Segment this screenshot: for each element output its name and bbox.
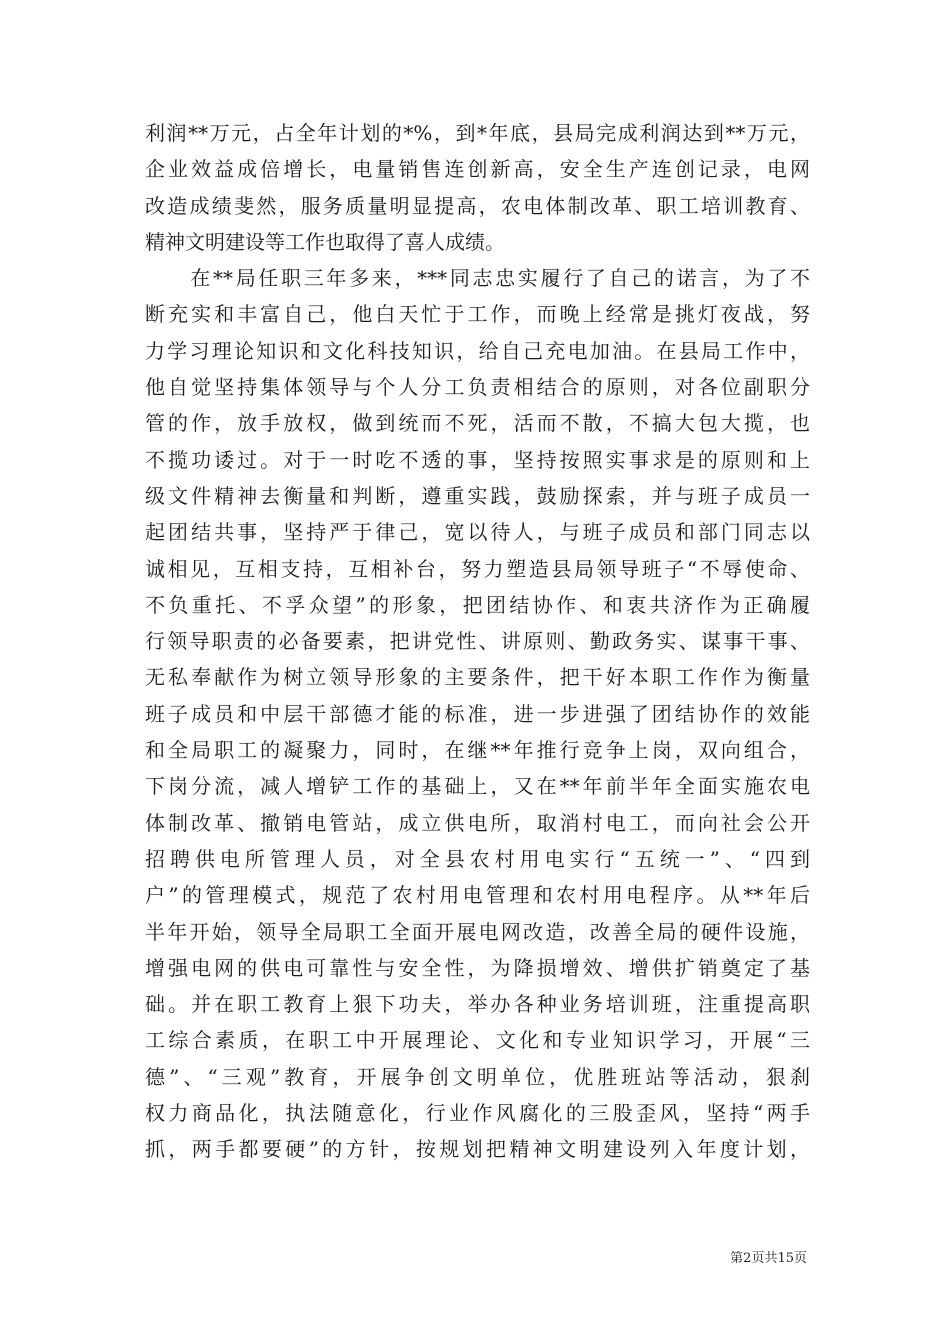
text-line: 体制改革、撤销电管站，成立供电所，取消村电工，而向社会公开 — [145, 810, 810, 835]
text-line: 行领导职责的必备要素，把讲党性、讲原则、勤政务实、谋事干事、 — [145, 629, 810, 654]
text-line: 下岗分流，减人增铲工作的基础上，又在**年前半年全面实施农电 — [145, 774, 810, 799]
text-line: 德”、“三观”教育，开展争创文明单位，优胜班站等活动，狠刹 — [145, 1064, 810, 1089]
text-line: 企业效益成倍增长，电量销售连创新高，安全生产连创记录，电网 — [145, 157, 810, 182]
text-line: 工综合素质，在职工中开展理论、文化和专业知识学习，开展“三 — [145, 1028, 810, 1053]
text-line: 在**局任职三年多来，***同志忠实履行了自己的诺言，为了不 — [145, 266, 810, 291]
text-line: 管的作，放手放权，做到统而不死，活而不散，不搞大包大揽，也 — [145, 411, 810, 436]
text-line: 精神文明建设等工作也取得了喜人成绩。 — [145, 229, 505, 254]
text-line: 他自觉坚持集体领导与个人分工负责相结合的原则，对各位副职分 — [145, 375, 810, 400]
text-line: 班子成员和中层干部德才能的标准，进一步进强了团结协作的效能 — [145, 701, 810, 726]
text-line: 无私奉献作为树立领导形象的主要条件，把干好本职工作作为衡量 — [145, 665, 810, 690]
text-line: 和全局职工的凝聚力，同时，在继**年推行竞争上岗，双向组合， — [145, 738, 810, 763]
text-line: 起团结共事，坚持严于律己，宽以待人，与班子成员和部门同志以 — [145, 520, 810, 545]
text-line: 不揽功诿过。对于一时吃不透的事，坚持按照实事求是的原则和上 — [145, 447, 810, 472]
text-line: 改造成绩斐然，服务质量明显提高，农电体制改革、职工培训教育、 — [145, 193, 810, 218]
text-line: 础。并在职工教育上狠下功夫，举办各种业务培训班，注重提高职 — [145, 992, 810, 1017]
page-number: 第2页共15页 — [730, 1251, 807, 1266]
text-line: 权力商品化，执法随意化，行业作风腐化的三股歪风，坚持“两手 — [145, 1101, 810, 1126]
text-line: 力学习理论知识和文化科技知识，给自己充电加油。在县局工作中， — [145, 338, 810, 363]
text-line: 抓，两手都要硬”的方针，按规划把精神文明建设列入年度计划， — [145, 1137, 810, 1162]
text-line: 半年开始，领导全局职工全面开展电网改造，改善全局的硬件设施， — [145, 919, 810, 944]
text-line: 不负重托、不孚众望”的形象，把团结协作、和衷共济作为正确履 — [145, 592, 810, 617]
text-line: 诚相见，互相支持，互相补台，努力塑造县局领导班子“不辱使命、 — [145, 556, 810, 581]
text-line: 增强电网的供电可靠性与安全性，为降损增效、增供扩销奠定了基 — [145, 955, 810, 980]
text-line: 级文件精神去衡量和判断，遵重实践，鼓励探索，并与班子成员一 — [145, 483, 810, 508]
text-line: 断充实和丰富自己，他白天忙于工作，而晚上经常是挑灯夜战，努 — [145, 302, 810, 327]
text-line: 招聘供电所管理人员，对全县农村用电实行“五统一”、“四到 — [145, 846, 810, 871]
text-line: 利润**万元，占全年计划的*%，到*年底，县局完成利润达到**万元， — [145, 121, 810, 145]
text-line: 户”的管理模式，规范了农村用电管理和农村用电程序。从**年后 — [145, 883, 810, 908]
body-text — [145, 115, 810, 1168]
